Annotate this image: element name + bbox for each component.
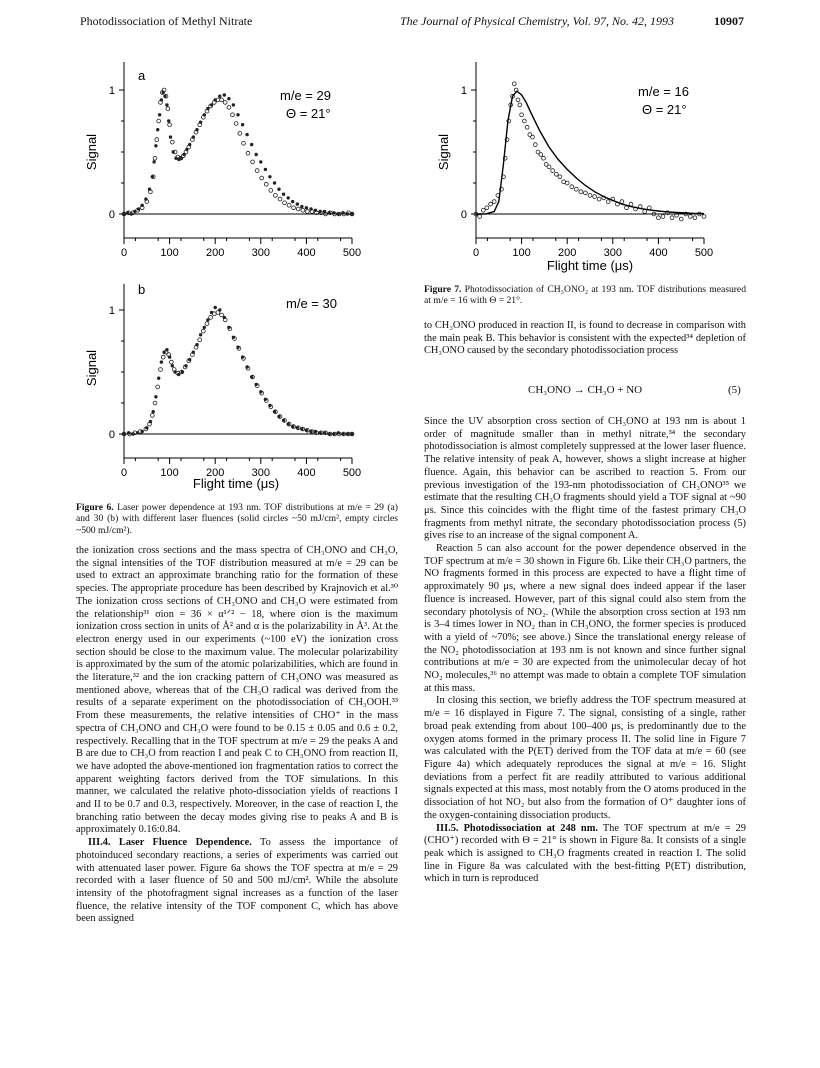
data-point-open xyxy=(283,201,287,205)
data-point-open xyxy=(287,203,291,207)
data-point-open xyxy=(170,360,174,364)
data-point-open xyxy=(201,329,205,333)
equation-text: CH₃ONO → CH₃O + NO xyxy=(528,384,643,396)
x-tick-label: 500 xyxy=(342,467,362,479)
data-point-filled xyxy=(167,119,170,122)
data-point-open xyxy=(570,185,574,189)
data-point-open xyxy=(260,176,264,180)
data-point-open xyxy=(525,125,529,129)
data-point-open xyxy=(170,140,174,144)
data-point-filled xyxy=(157,377,160,380)
data-point-open xyxy=(643,210,647,214)
data-point-open xyxy=(251,160,255,164)
panel-label-b: b xyxy=(138,282,146,297)
data-point-open xyxy=(584,191,588,195)
caption-label: Figure 6. xyxy=(76,502,114,513)
right-column-top xyxy=(424,320,746,358)
paragraph: In closing this section, we briefly address the TOF spectrum measured at m/e = 16 displayed in Figure 7. The signal, consisting of a single, rather broad peak extending from about 100–400 μs, is predominantly due to the oxygen atoms formed in the primary process II. The solid line in Figure 7 was calculated with the P(ET) derived from the TOF data at m/e = 60 (see Figure 4a) which adequately reproduces the signal at m/e = 16. Slight deviations from a perfect fit are readily attributed to various additional signals expected at this mass, most notably from the O atoms produced in the dissociation of hot NO₂ but also from the formation of O⁺ daughter ions of the oxygen-containing dissociation products. xyxy=(424,695,746,821)
x-axis-label: Flight time (μs) xyxy=(546,258,634,273)
x-tick-label: 200 xyxy=(206,247,225,259)
data-point-filled xyxy=(277,188,280,191)
data-point-open xyxy=(264,182,268,186)
data-point-open xyxy=(551,169,555,173)
data-point-filled xyxy=(227,97,230,100)
data-point-filled xyxy=(158,113,161,116)
data-point-filled xyxy=(268,175,271,178)
x-tick-label: 0 xyxy=(120,247,128,259)
right-column xyxy=(424,416,746,886)
data-point-open xyxy=(159,368,163,372)
data-point-open xyxy=(305,210,309,214)
data-point-open xyxy=(274,194,278,198)
equation-number: (5) xyxy=(728,384,741,396)
x-tick-label: 400 xyxy=(649,247,668,259)
x-tick-label: 0 xyxy=(120,467,128,479)
data-point-open xyxy=(278,197,282,201)
data-point-open xyxy=(296,207,300,211)
data-point-open xyxy=(157,119,161,123)
y-tick-label: 1 xyxy=(108,305,115,317)
y-tick-label: 0 xyxy=(460,209,467,221)
data-point-open xyxy=(574,187,578,191)
data-point-filled xyxy=(282,193,285,196)
data-point-filled xyxy=(203,326,206,329)
section-heading: III.5. Photodissociation at 248 nm. xyxy=(436,822,598,834)
data-point-open xyxy=(693,216,697,220)
data-point-filled xyxy=(296,202,299,205)
data-point-filled xyxy=(236,113,239,116)
data-point-open xyxy=(205,322,209,326)
paragraph: the ionization cross sections and the mass spectra of CH₃ONO and CH₃O, the signal intensities of the TOF distribution measured at m/e = 29 can be used to extract an approximate branching ratio for the formation of these species. The appropriate procedure has been described by Krajnovich et al.³⁰ The ionization cross sections of CH₃ONO and CH₃O were estimated from the relationship³¹ σion = 36 × α¹ᐟ² − 18, where σion is the maximum ionization cross section in units of Å² and α is the polarizability in Å³. At the electron energy used in our experiments (~100 eV) the ionization cross section should be close to the maximum value. The molecular polarizability is approximated by the sum of the atomic polarizabilities, which are found in the literature,³² and the ion cracking pattern of CH₃ONO was measured as mentioned above, whereas that of the CH₃O radical was derived from the results of a separate experiment on the photodissociation of CH₃OOH.³³ From these measurements, the relative intensities of CHO⁺ in the mass spectra of CH₃ONO and CH₃O were found to be 0.15 ± 0.05 and 0.6 ± 0.2, respectively. Recalling that in the TOF spectrum at m/e = 29 the peaks A and B are due to CH₃O from reaction I and peak C to CH₃ONO from reaction II, we have adopted the above-mentioned ion fragmentation ratios to correct the apparent weighting factors derived from the TOF simulations. In this manner, we calculated the relative photo-dissociation yields of reactions I and II to be 0.7 and 0.3, respectively. Moreover, in the case of reaction I, the branching ratio between the decay modes giving rise to peaks A and B is approximately 0.16:0.84. xyxy=(76,545,398,836)
x-tick-label: 500 xyxy=(342,247,362,259)
data-point-open xyxy=(231,113,235,117)
data-point-open xyxy=(220,313,224,317)
data-point-filled xyxy=(199,333,202,336)
data-point-open xyxy=(168,123,172,127)
data-point-filled xyxy=(218,308,221,311)
x-tick-label: 300 xyxy=(251,467,270,479)
data-point-filled xyxy=(245,133,248,136)
annotation-me16: m/e = 16 xyxy=(638,84,689,99)
x-tick-label: 100 xyxy=(160,467,179,479)
data-point-open xyxy=(520,113,524,117)
x-tick-label: 100 xyxy=(512,247,531,259)
data-point-open xyxy=(512,82,516,86)
data-point-open xyxy=(234,122,238,126)
header-journal: The Journal of Physical Chemistry, Vol. 97, No. 42, 1993 xyxy=(400,14,674,28)
data-point-filled xyxy=(250,143,253,146)
paragraph: Since the UV absorption cross section of CH₃ONO at 193 nm is about 1 order of magnitude smaller than in methyl nitrate,³⁴ the secondary photodissociation is almost completely suppressed at the lower laser fluence. The relative intensity of peak A, however, shows a slight increase at higher fluence. Again, this behavior can be ascribed to reaction 5. From our previous investigation of the 193-nm photodissociation of CH₃ONO³⁵ we estimate that the resulting CH₃O fragments should yield a TOF signal at ~90 μs. Since this coincides with the flight time of the fastest primary CH₃O fragments from methyl nitrate, the secondary photodissociation process (5) gives rise to an increase of the signal component A. xyxy=(424,416,746,542)
data-point-open xyxy=(547,165,551,169)
data-point-open xyxy=(670,216,674,220)
x-axis-label: Flight time (μs) xyxy=(192,476,280,491)
figure-7-caption xyxy=(424,284,746,307)
data-point-open xyxy=(220,98,224,102)
data-point-open xyxy=(209,316,213,320)
x-tick-label: 100 xyxy=(160,247,179,259)
data-point-open xyxy=(516,98,520,102)
data-point-open xyxy=(702,215,706,219)
annotation-me29: m/e = 29 xyxy=(280,88,331,103)
data-point-filled xyxy=(171,364,174,367)
data-point-filled xyxy=(291,200,294,203)
data-point-open xyxy=(531,135,535,139)
data-point-filled xyxy=(156,128,159,131)
x-tick-label: 500 xyxy=(694,247,714,259)
data-point-filled xyxy=(287,196,290,199)
figure-6a-plot xyxy=(80,48,380,278)
data-point-open xyxy=(554,172,558,176)
data-point-filled xyxy=(160,360,163,363)
figure-7-plot xyxy=(432,48,732,278)
paragraph-III4 xyxy=(76,837,398,926)
y-axis-label: Signal xyxy=(84,133,99,171)
data-point-open xyxy=(292,206,296,210)
data-point-open xyxy=(629,202,633,206)
data-point-open xyxy=(153,401,157,405)
panel-label-a: a xyxy=(138,68,146,83)
paragraph-III5 xyxy=(424,823,746,887)
data-point-filled xyxy=(154,144,157,147)
data-point-open xyxy=(238,132,242,136)
y-tick-label: 1 xyxy=(108,85,115,97)
data-point-open xyxy=(301,208,305,212)
data-point-filled xyxy=(300,205,303,208)
data-point-open xyxy=(246,151,250,155)
y-tick-label: 1 xyxy=(460,85,467,97)
section-text: To assess the importance of photoinduced secondary reactions, a series of experiments was carried out with attenuated laser power. Figure 6a shows the TOF spectra at m/e = 29 recorded with a laser fluence of 50 and 500 mJ/cm². While the absolute intensity of the photofragment signal increases as a function of the laser fluence, the relative intensity of the TOF component C, which has above been assigned xyxy=(76,837,398,925)
data-point-open xyxy=(558,175,562,179)
data-point-filled xyxy=(152,410,155,413)
data-point-open xyxy=(150,414,154,418)
x-tick-label: 200 xyxy=(558,247,577,259)
section-heading: III.4. Laser Fluence Dependence. xyxy=(88,837,252,849)
data-point-filled xyxy=(273,181,276,184)
data-point-filled xyxy=(218,95,221,98)
data-point-open xyxy=(242,141,246,145)
x-tick-label: 300 xyxy=(603,247,622,259)
data-point-open xyxy=(166,107,170,111)
data-point-filled xyxy=(264,168,267,171)
x-tick-label: 200 xyxy=(206,467,225,479)
data-point-open xyxy=(489,202,493,206)
x-tick-label: 400 xyxy=(297,247,316,259)
annotation-theta: Θ = 21° xyxy=(642,102,687,117)
data-point-open xyxy=(661,215,665,219)
data-point-open xyxy=(216,311,220,315)
header-left: Photodissociation of Methyl Nitrate xyxy=(80,14,253,28)
data-point-filled xyxy=(241,123,244,126)
paragraph: Reaction 5 can also account for the power dependence observed in the TOF spectrum at m/e = 30 shown in Figure 6b. Like their CH₃O partners, the NO fragments formed in this process are expected to have a flight time of approximately 90 μs, where a new signal does indeed appear if the laser fluence is increased. However, part of this signal could also stem from the secondary photolysis of NO₂. (While the absorption cross section at 193 nm is 3–4 times lower in NO₂ than in CH₃ONO, the former species is produced with a yield of ~70%; see above.) Since the translational energy release of the NO₂ photodissociation at 193 nm is not known and since further signal contributions at m/e = 30 are expected from the unimolecular decay of hot NO₂ molecules,³⁶ no attempt was made to obtain a complete TOF simulation at this mass. xyxy=(424,543,746,694)
data-point-filled xyxy=(305,206,308,209)
data-point-open xyxy=(227,106,231,110)
data-point-filled xyxy=(255,153,258,156)
y-tick-label: 0 xyxy=(108,209,115,221)
data-point-filled xyxy=(169,135,172,138)
data-point-filled xyxy=(165,103,168,106)
left-column xyxy=(76,545,398,926)
equation-5 xyxy=(424,384,746,400)
data-point-open xyxy=(588,194,592,198)
data-point-open xyxy=(539,153,543,157)
header-page-number: 10907 xyxy=(714,14,744,28)
data-point-open xyxy=(533,143,537,147)
x-tick-label: 0 xyxy=(472,247,480,259)
data-point-open xyxy=(492,200,496,204)
annotation-theta: Θ = 21° xyxy=(286,106,331,121)
data-point-open xyxy=(688,215,692,219)
figure-6-caption xyxy=(76,502,398,536)
data-point-open xyxy=(679,217,683,221)
data-point-open xyxy=(522,119,526,123)
data-point-open xyxy=(579,190,583,194)
data-point-filled xyxy=(259,160,262,163)
data-point-open xyxy=(542,156,546,160)
x-tick-label: 400 xyxy=(297,467,316,479)
data-point-open xyxy=(481,208,485,212)
data-point-open xyxy=(565,181,569,185)
data-point-open xyxy=(518,103,522,107)
data-point-filled xyxy=(214,306,217,309)
caption-text: Photodissociation of CH₃ONO₂ at 193 nm. TOF distributions measured at m/e = 16 with Θ = 21°. xyxy=(424,284,746,307)
data-point-open xyxy=(153,156,157,160)
paragraph: to CH₃ONO produced in reaction II, is found to decrease in comparison with the main peak B. This behavior is consistent with the expected³⁴ depletion of CH₃ONO caused by the secondary photodissociation process xyxy=(424,320,746,357)
y-axis-label: Signal xyxy=(436,133,451,171)
data-point-filled xyxy=(232,103,235,106)
annotation-me30: m/e = 30 xyxy=(286,296,337,311)
data-point-open xyxy=(223,101,227,105)
running-header xyxy=(0,14,820,34)
data-point-filled xyxy=(152,160,155,163)
data-point-open xyxy=(597,197,601,201)
data-point-open xyxy=(156,385,160,389)
caption-text: Laser power dependence at 193 nm. TOF distributions at m/e = 29 (a) and 30 (b) with different laser fluences (solid circles ~50 mJ/cm², empty circles ~500 mJ/cm²). xyxy=(76,502,398,536)
data-point-open xyxy=(485,206,489,210)
data-point-open xyxy=(161,355,165,359)
data-point-open xyxy=(593,195,597,199)
data-point-filled xyxy=(154,395,157,398)
data-point-filled xyxy=(223,93,226,96)
caption-label: Figure 7. xyxy=(424,284,462,295)
figure-6b-plot xyxy=(80,280,380,498)
data-point-open xyxy=(255,169,259,173)
data-point-open xyxy=(657,216,661,220)
data-point-open xyxy=(606,200,610,204)
section-text: The TOF spectrum at m/e = 29 (CHO⁺) recorded with Θ = 21° is shown in Figure 8a. It consists of a single peak which is assigned to CH₃O fragments created in reaction I. The solid line in Figure 8a was calculated with the best-fitting P(ET) distribution, which in turn is reproduced xyxy=(424,822,746,885)
data-point-open xyxy=(269,189,273,193)
data-point-open xyxy=(198,338,202,342)
data-point-open xyxy=(478,215,482,219)
x-tick-label: 300 xyxy=(251,247,270,259)
data-point-open xyxy=(155,138,159,142)
y-axis-label: Signal xyxy=(84,349,99,387)
y-tick-label: 0 xyxy=(108,429,115,441)
data-point-open xyxy=(625,206,629,210)
